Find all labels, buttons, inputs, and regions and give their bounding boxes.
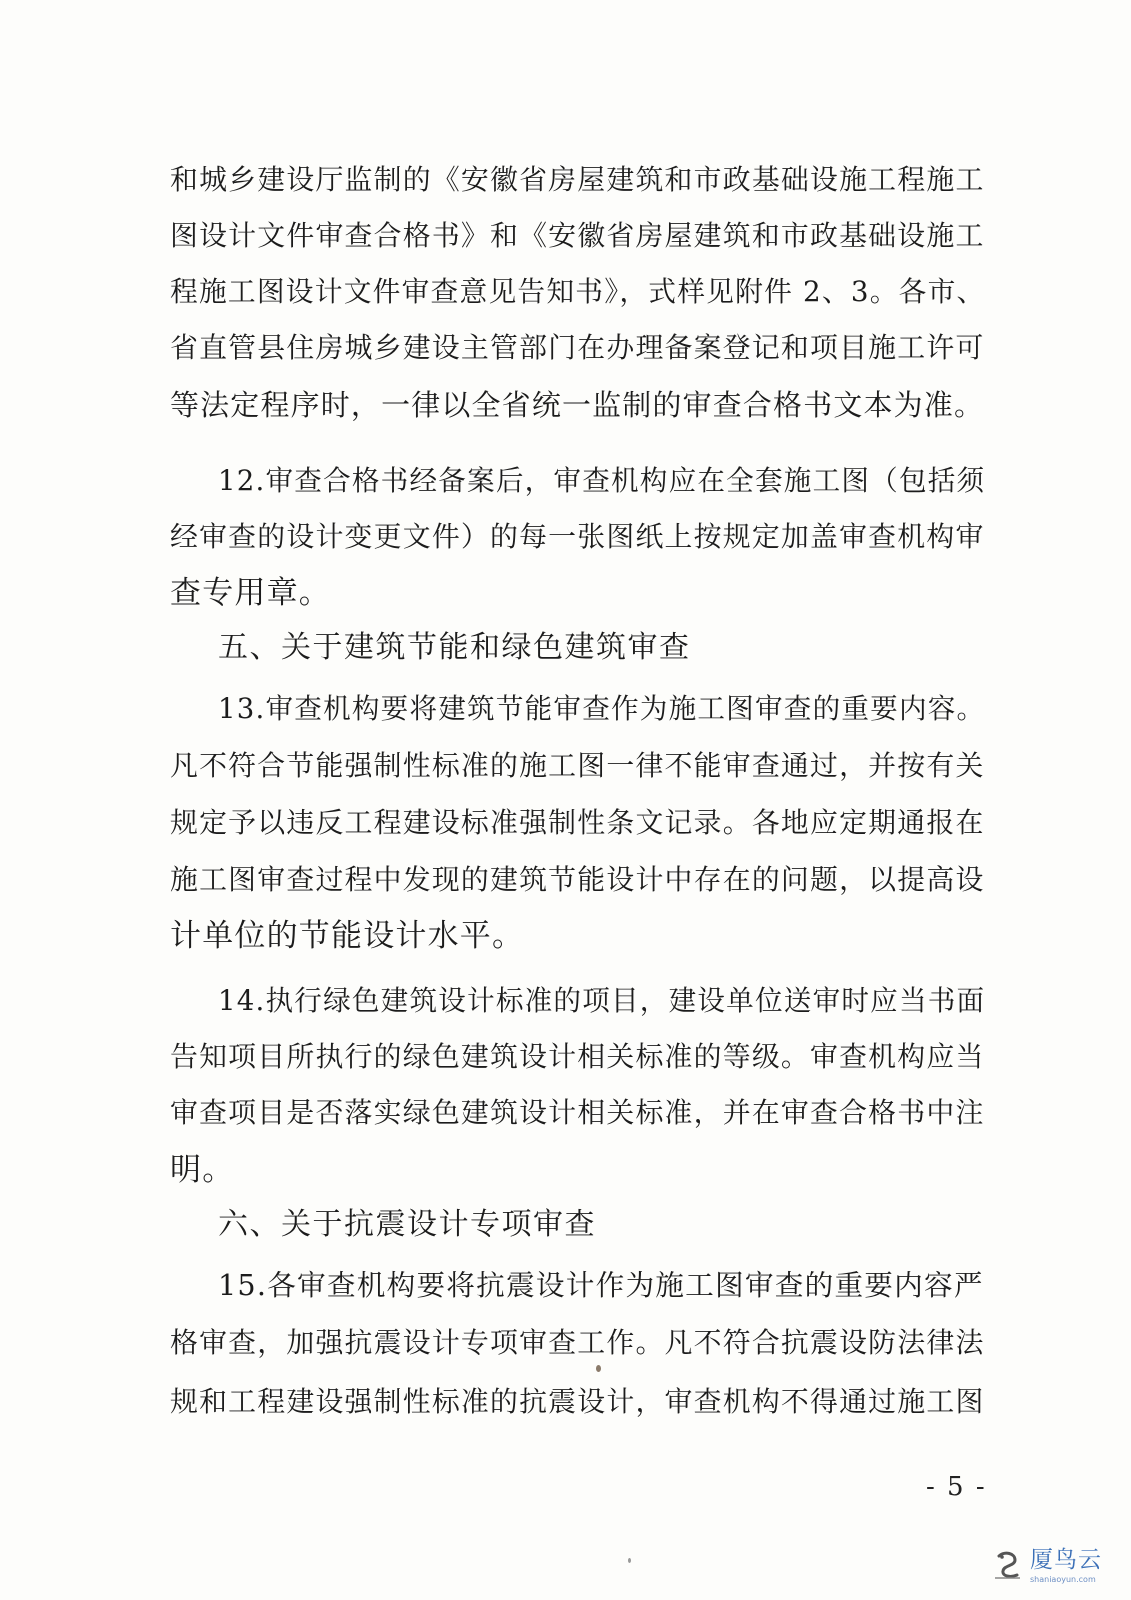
section-heading: 五、关于建筑节能和绿色建筑审查 <box>218 630 691 665</box>
bird-logo-icon <box>990 1548 1024 1582</box>
watermark-url: shaniaoyun.com <box>1030 1575 1096 1584</box>
section-heading: 六、关于抗震设计专项审查 <box>218 1207 596 1242</box>
watermark-name: 厦鸟云 <box>1030 1547 1102 1573</box>
text-line: 经审查的设计变更文件）的每一张图纸上按规定加盖审查机构审 <box>170 520 985 553</box>
scan-speck <box>628 1558 631 1563</box>
text-line: 14.执行绿色建筑设计标准的项目，建设单位送审时应当书面 <box>218 984 986 1017</box>
text-line: 和城乡建设厅监制的《安徽省房屋建筑和市政基础设施工程施工 <box>170 163 985 196</box>
text-line: 审查项目是否落实绿色建筑设计相关标准，并在审查合格书中注 <box>170 1096 985 1129</box>
text-line: 13.审查机构要将建筑节能审查作为施工图审查的重要内容。 <box>218 692 986 725</box>
text-line: 明。 <box>170 1152 235 1188</box>
text-line: 12.审查合格书经备案后，审查机构应在全套施工图（包括须 <box>218 464 986 497</box>
text-line: 等法定程序时，一律以全省统一监制的审查合格书文本为准。 <box>170 388 985 422</box>
text-line: 施工图审查过程中发现的建筑节能设计中存在的问题，以提高设 <box>170 863 985 896</box>
text-line: 省直管县住房城乡建设主管部门在办理备案登记和项目施工许可 <box>170 331 985 364</box>
text-line: 凡不符合节能强制性标准的施工图一律不能审查通过，并按有关 <box>170 749 985 782</box>
text-line: 图设计文件审查合格书》和《安徽省房屋建筑和市政基础设施工 <box>170 219 985 252</box>
scan-speck <box>596 1365 601 1372</box>
text-line: 规和工程建设强制性标准的抗震设计，审查机构不得通过施工图 <box>170 1385 985 1418</box>
text-line: 格审查，加强抗震设计专项审查工作。凡不符合抗震设防法律法 <box>170 1326 985 1359</box>
site-watermark <box>990 1544 1120 1590</box>
text-line: 计单位的节能设计水平。 <box>170 918 525 954</box>
text-line: 规定予以违反工程建设标准强制性条文记录。各地应定期通报在 <box>170 806 985 839</box>
page-number: - 5 - <box>926 1472 987 1502</box>
text-line: 程施工图设计文件审查意见告知书》，式样见附件 2、3。各市、 <box>170 275 986 308</box>
text-line: 查专用章。 <box>170 575 331 611</box>
text-line: 15.各审查机构要将抗震设计作为施工图审查的重要内容严 <box>218 1268 984 1302</box>
text-line: 告知项目所执行的绿色建筑设计相关标准的等级。审查机构应当 <box>170 1040 985 1073</box>
